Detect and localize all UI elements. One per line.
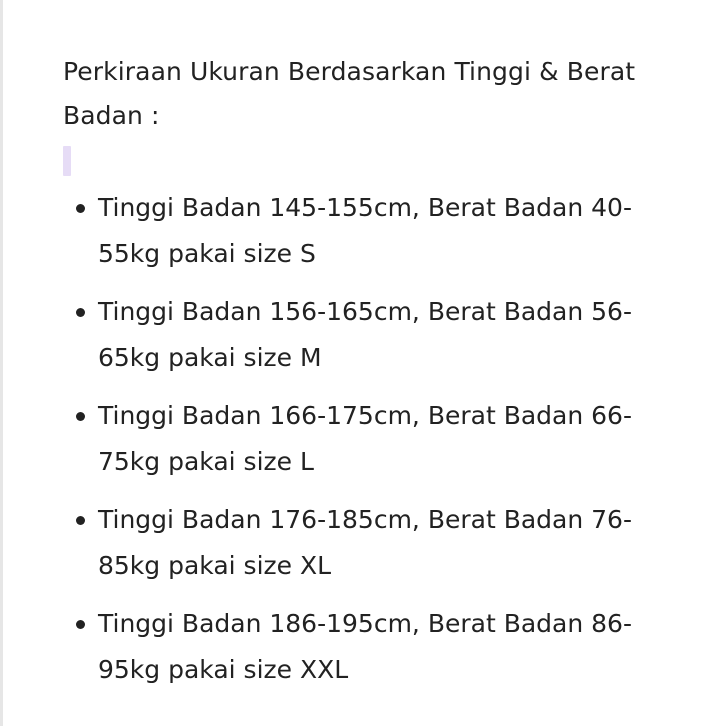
bullet-icon bbox=[76, 204, 85, 213]
list-item-line-2: 75kg pakai size L bbox=[98, 447, 314, 476]
list-item-line-2: 85kg pakai size XL bbox=[98, 551, 332, 580]
list-item bbox=[63, 601, 658, 693]
heading-line-1: Perkiraan Ukuran Berdasarkan Tinggi & Berat bbox=[63, 57, 636, 86]
list-item-line-2: 65kg pakai size M bbox=[98, 343, 322, 372]
size-guide-heading bbox=[63, 50, 673, 138]
list-item-line-2: 55kg pakai size S bbox=[98, 239, 316, 268]
page-edge-divider bbox=[0, 0, 3, 726]
size-guide-content bbox=[63, 50, 673, 705]
bullet-icon bbox=[76, 308, 85, 317]
list-item-line-2: 95kg pakai size XXL bbox=[98, 655, 349, 684]
list-item-line-1: Tinggi Badan 145-155cm, Berat Badan 40- bbox=[98, 193, 632, 222]
heading-line-2: Badan : bbox=[63, 101, 160, 130]
list-item-line-1: Tinggi Badan 176-185cm, Berat Badan 76- bbox=[98, 505, 632, 534]
size-guide-list bbox=[63, 185, 673, 693]
list-item bbox=[63, 497, 658, 589]
bullet-icon bbox=[76, 516, 85, 525]
list-item-line-1: Tinggi Badan 156-165cm, Berat Badan 56- bbox=[98, 297, 632, 326]
list-item bbox=[63, 289, 658, 381]
list-item bbox=[63, 393, 658, 485]
bullet-icon bbox=[76, 620, 85, 629]
list-item-line-1: Tinggi Badan 166-175cm, Berat Badan 66- bbox=[98, 401, 632, 430]
list-item-line-1: Tinggi Badan 186-195cm, Berat Badan 86- bbox=[98, 609, 632, 638]
bullet-icon bbox=[76, 412, 85, 421]
text-cursor-highlight bbox=[63, 146, 71, 176]
list-item bbox=[63, 185, 658, 277]
